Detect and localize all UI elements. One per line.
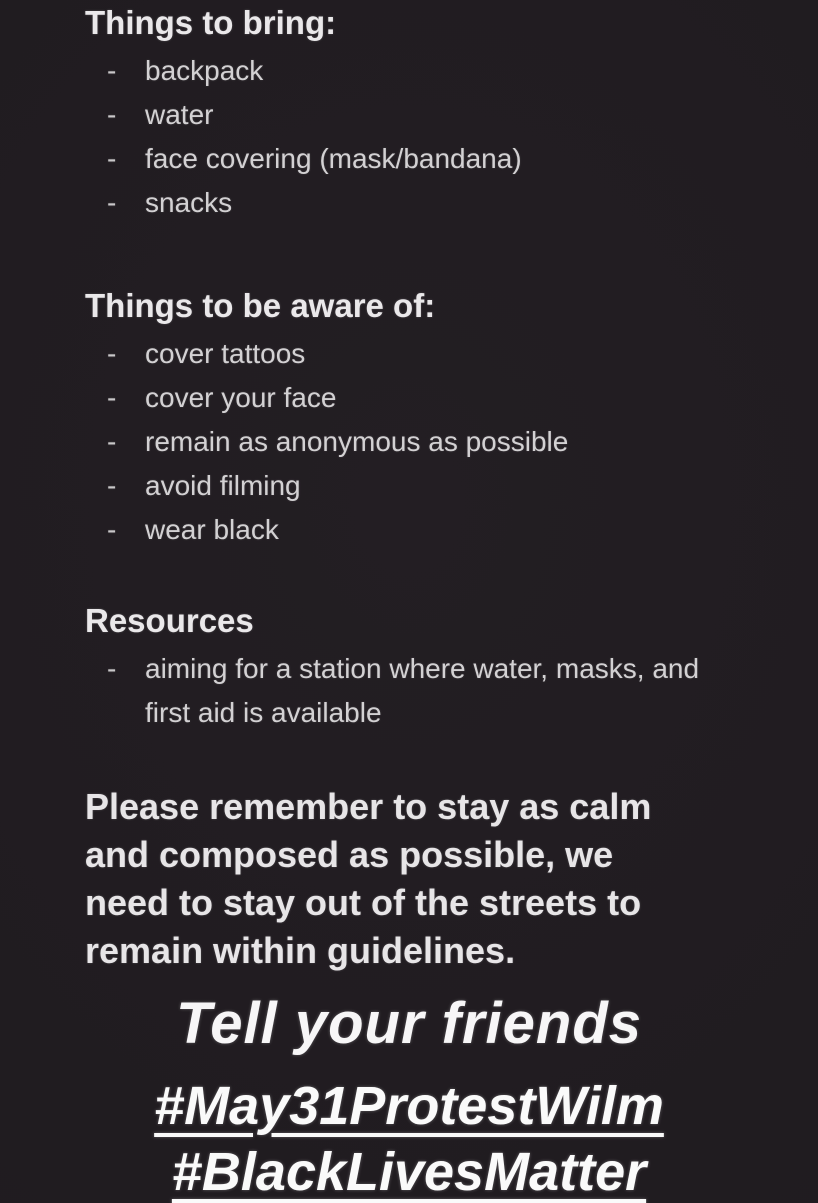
dash-bullet: -	[107, 382, 117, 413]
section-heading-things-to-be-aware-of: Things to be aware of:	[85, 287, 436, 324]
section-heading-resources: Resources	[85, 602, 254, 639]
list-item-text: face covering (mask/bandana)	[145, 143, 522, 174]
things-to-be-aware-of-list	[85, 332, 818, 552]
list-item	[85, 508, 705, 552]
section-things-to-be-aware-of	[85, 285, 818, 552]
tell-your-friends-callout: Tell your friends	[175, 991, 643, 1056]
things-to-bring-list	[85, 49, 818, 225]
list-item-text: remain as anonymous as possible	[145, 426, 569, 457]
dash-bullet: -	[107, 514, 117, 545]
dash-bullet: -	[107, 470, 117, 501]
dash-bullet: -	[107, 426, 117, 457]
note-line: Please remember to stay as calm	[85, 786, 652, 827]
list-item	[85, 332, 705, 376]
dash-bullet: -	[107, 55, 117, 86]
note-line: remain within guidelines.	[85, 930, 516, 971]
section-resources	[85, 600, 818, 735]
list-item-text: cover tattoos	[145, 338, 306, 369]
list-item-text: cover your face	[145, 382, 337, 413]
list-item-text: backpack	[145, 55, 264, 86]
resources-list	[85, 647, 818, 735]
list-item	[85, 93, 705, 137]
list-item-text: wear black	[145, 514, 279, 545]
list-item-text: aiming for a station where water, masks, and first aid is available	[145, 653, 700, 728]
note-line: and composed as possible, we	[85, 834, 614, 875]
list-item	[85, 181, 705, 225]
list-item	[85, 464, 705, 508]
hashtag-black-lives-matter: #BlackLivesMatter	[171, 1142, 647, 1202]
hashtag-may31-protest-wilm: #May31ProtestWilm	[154, 1076, 664, 1136]
dash-bullet: -	[107, 653, 117, 684]
list-item	[85, 137, 705, 181]
list-item	[85, 420, 705, 464]
hashtags-block	[0, 1073, 818, 1203]
list-item-text: avoid filming	[145, 470, 301, 501]
dash-bullet: -	[107, 187, 117, 218]
dash-bullet: -	[107, 338, 117, 369]
dash-bullet: -	[107, 143, 117, 174]
list-item	[85, 647, 705, 735]
section-heading-things-to-bring: Things to bring:	[85, 4, 337, 41]
list-item	[85, 49, 705, 93]
section-things-to-bring	[85, 2, 818, 225]
reminder-note	[85, 783, 818, 975]
dash-bullet: -	[107, 99, 117, 130]
note-line: need to stay out of the streets to	[85, 882, 642, 923]
list-item-text: snacks	[145, 187, 233, 218]
list-item	[85, 376, 705, 420]
list-item-text: water	[145, 99, 214, 130]
